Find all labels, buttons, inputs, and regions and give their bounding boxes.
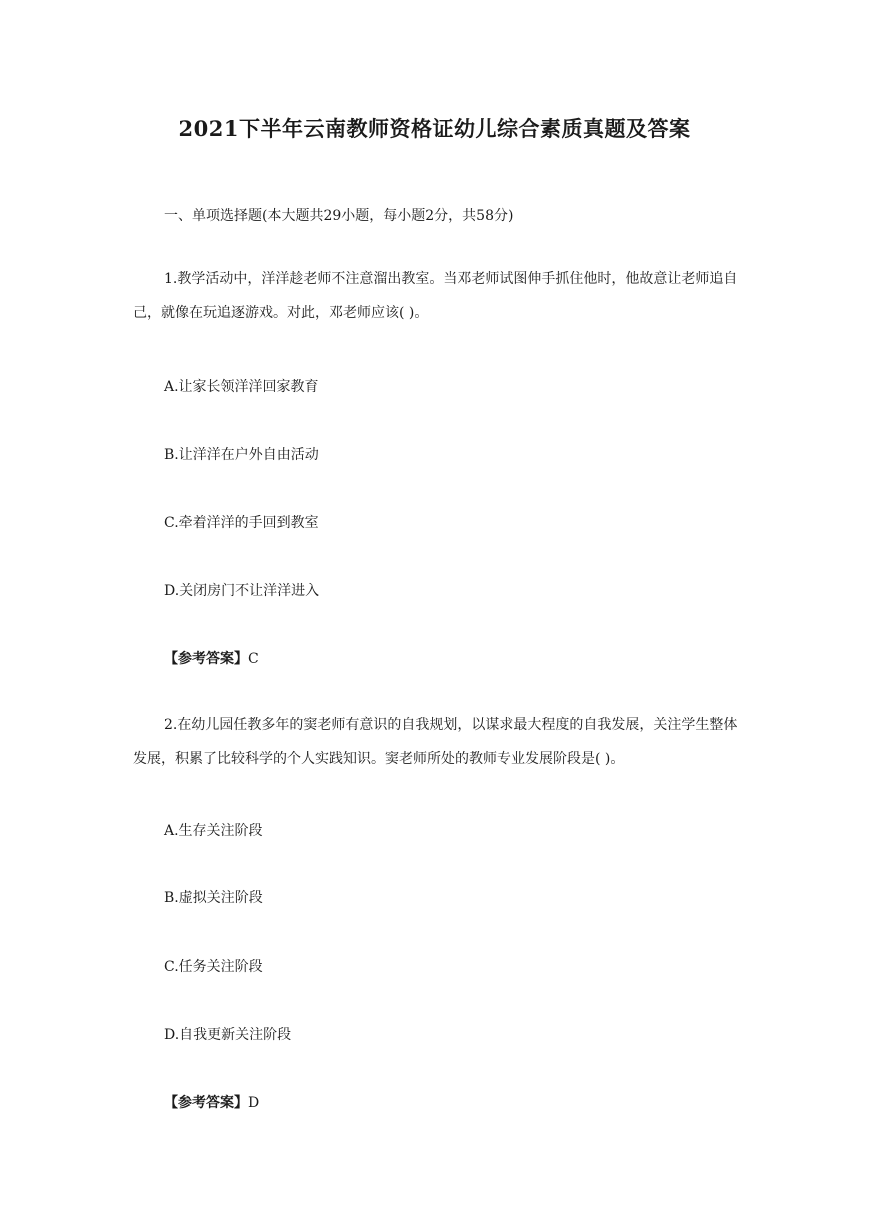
answer-value: D <box>248 1095 260 1111</box>
answer-label: 【参考答案】 <box>164 1095 248 1111</box>
question-1-option-d: D.关闭房门不让洋洋进入 <box>164 583 320 599</box>
question-1-option-c: C.牵着洋洋的手回到教室 <box>164 515 319 531</box>
question-2-option-b: B.虚拟关注阶段 <box>164 890 263 906</box>
question-2-stem: 2.在幼儿园任教多年的窦老师有意识的自我规划，以谋求最大程度的自我发展，关注学生整体发展，积累了比较科学的个人实践知识。窦老师所处的教师专业发展阶段是( )。 <box>133 717 738 767</box>
question-1-answer <box>164 648 259 668</box>
answer-value: C <box>248 651 259 667</box>
question-1-option-a: A.让家长领洋洋回家教育 <box>164 379 319 395</box>
section-heading: 一、单项选择题(本大题共29小题，每小题2分，共58分) <box>164 208 514 224</box>
document-title: 2021下半年云南教师资格证幼儿综合素质真题及答案 <box>178 116 691 141</box>
question-1-option-b: B.让洋洋在户外自由活动 <box>164 447 319 463</box>
question-2-option-d: D.自我更新关注阶段 <box>164 1027 292 1043</box>
question-2-option-c: C.任务关注阶段 <box>164 959 263 975</box>
question-2-option-a: A.生存关注阶段 <box>164 823 263 839</box>
answer-label: 【参考答案】 <box>164 651 248 667</box>
question-1-stem: 1.教学活动中，洋洋趁老师不注意溜出教室。当邓老师试图伸手抓住他时，他故意让老师追自己，就像在玩追逐游戏。对此，邓老师应该( )。 <box>133 271 738 321</box>
question-2-answer <box>164 1092 259 1112</box>
